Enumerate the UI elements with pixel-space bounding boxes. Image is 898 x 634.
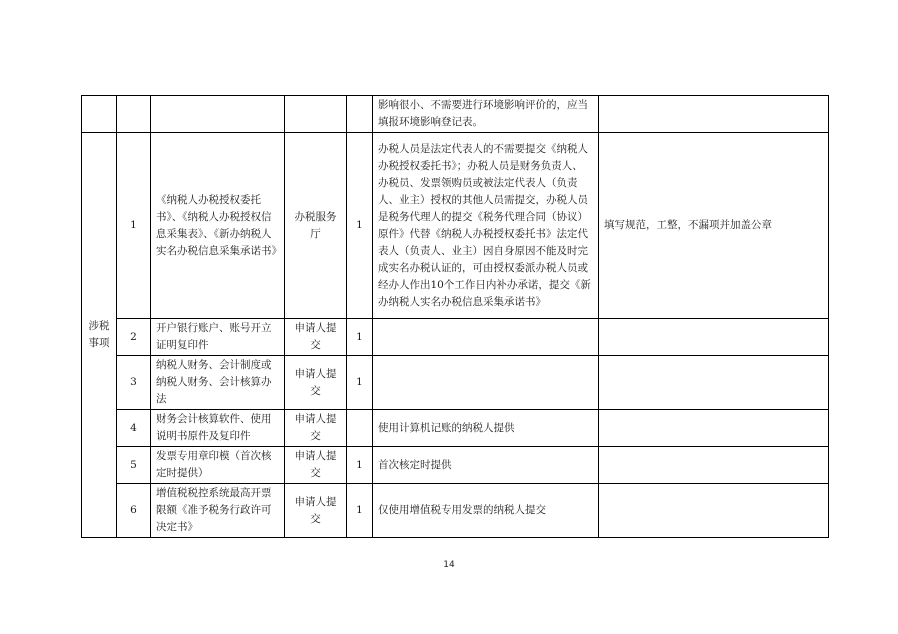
cell-requirement <box>599 319 829 356</box>
cell-note: 仅使用增值税专用发票的纳税人提交 <box>373 484 599 538</box>
cell-count: 1 <box>347 447 373 484</box>
category-cell: 涉税事项 <box>82 133 117 538</box>
cell-no: 2 <box>117 319 151 356</box>
materials-table <box>81 95 829 538</box>
cell-count: 1 <box>347 133 373 319</box>
cell-requirement <box>599 356 829 410</box>
cell-name: 发票专用章印模（首次核定时提供） <box>151 447 285 484</box>
cell-requirement <box>599 484 829 538</box>
cell-name: 纳税人财务、会计制度或纳税人财务、会计核算办法 <box>151 356 285 410</box>
cell-count: 1 <box>347 319 373 356</box>
table-row <box>82 133 829 319</box>
cell-requirement <box>599 96 829 133</box>
cell-no: 1 <box>117 133 151 319</box>
cell-note <box>373 319 599 356</box>
cell-source: 申请人提交 <box>285 410 347 447</box>
cell-source: 申请人提交 <box>285 319 347 356</box>
cell-source: 申请人提交 <box>285 484 347 538</box>
cell-category <box>82 96 117 133</box>
cell-requirement <box>599 447 829 484</box>
cell-count: 1 <box>347 484 373 538</box>
cell-no: 4 <box>117 410 151 447</box>
cell-no <box>117 96 151 133</box>
table-row <box>82 484 829 538</box>
cell-requirement: 填写规范，工整，不漏项并加盖公章 <box>599 133 829 319</box>
table-row <box>82 447 829 484</box>
cell-source: 申请人提交 <box>285 447 347 484</box>
cell-count <box>347 410 373 447</box>
cell-name: 增值税税控系统最高开票限额《准予税务行政许可决定书》 <box>151 484 285 538</box>
cell-source: 办税服务厅 <box>285 133 347 319</box>
table-row <box>82 356 829 410</box>
cell-count <box>347 96 373 133</box>
cell-no: 3 <box>117 356 151 410</box>
table-row <box>82 319 829 356</box>
cell-name <box>151 96 285 133</box>
cell-count: 1 <box>347 356 373 410</box>
cell-name: 财务会计核算软件、使用说明书原件及复印件 <box>151 410 285 447</box>
cell-name: 《纳税人办税授权委托书》、《纳税人办税授权信息采集表》、《新办纳税人实名办税信息采集承诺书》 <box>151 133 285 319</box>
cell-note: 办税人员是法定代表人的不需要提交《纳税人办税授权委托书》；办税人员是财务负责人、办税员、发票领购员或被法定代表人（负责人、业主）授权的其他人员需提交，办税人员是税务代理人的提交《税务代理合同（协议）原件》代替《纳税人办税授权委托书》法定代表人（负责人、业主）因自身原因不能及时完成实名办税认证的，可由授权委派办税人员或经办人作出10个工作日内补办承诺，提交《新办纳税人实名办税信息采集承诺书》 <box>373 133 599 319</box>
cell-name: 开户银行账户、账号开立证明复印件 <box>151 319 285 356</box>
cell-note: 影响很小、不需要进行环境影响评价的，应当填报环境影响登记表。 <box>373 96 599 133</box>
page-number: 14 <box>443 560 455 570</box>
table-row <box>82 410 829 447</box>
table-row-continued <box>82 96 829 133</box>
cell-source <box>285 96 347 133</box>
cell-note: 使用计算机记账的纳税人提供 <box>373 410 599 447</box>
cell-source: 申请人提交 <box>285 356 347 410</box>
cell-no: 6 <box>117 484 151 538</box>
cell-no: 5 <box>117 447 151 484</box>
cell-note <box>373 356 599 410</box>
cell-requirement <box>599 410 829 447</box>
cell-note: 首次核定时提供 <box>373 447 599 484</box>
